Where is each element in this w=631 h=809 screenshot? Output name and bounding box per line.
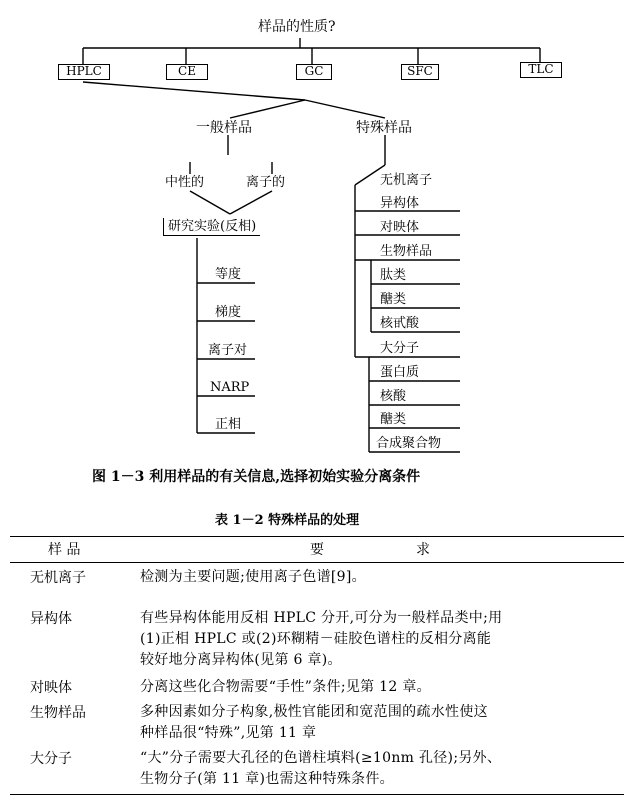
mode-normal-phase: 正相 xyxy=(215,417,242,432)
table-row-sample: 对映体 xyxy=(30,680,72,696)
method-sfc: SFC xyxy=(401,64,439,80)
bio-item-sugars: 醣类 xyxy=(380,292,407,307)
neutral-label: 中性的 xyxy=(165,175,205,190)
macro-item-sugars: 醣类 xyxy=(380,412,407,427)
mode-ion-pair: 离子对 xyxy=(208,343,248,358)
requirement-line: 多种因素如分子构象,极性官能团和宽范围的疏水性使这 xyxy=(140,704,488,720)
table-row-requirement xyxy=(140,748,610,790)
requirement-line: 种样品很“特殊”,见第 11 章 xyxy=(140,725,317,741)
general-sample-label: 一般样品 xyxy=(196,120,252,136)
ionic-label: 离子的 xyxy=(246,175,286,190)
requirement-line: 分离这些化合物需要“手性”条件;见第 12 章。 xyxy=(140,679,431,695)
figure-caption: 图 1－3 利用样品的有关信息,选择初始实验分离条件 xyxy=(92,469,421,485)
table-title: 表 1－2 特殊样品的处理 xyxy=(215,513,360,528)
special-sample-label: 特殊样品 xyxy=(356,120,412,136)
table-header-req-1: 要 xyxy=(310,542,324,558)
method-tlc: TLC xyxy=(520,62,562,78)
requirement-line: “大”分子需要大孔径的色谱柱填料(≥10nm 孔径);另外、 xyxy=(140,750,502,766)
table-top-rule xyxy=(10,536,624,537)
special-item-enantiomers: 对映体 xyxy=(380,220,420,235)
table-header-sample: 样 品 xyxy=(48,542,81,558)
table-bottom-rule xyxy=(10,794,624,795)
table-row-requirement xyxy=(140,608,610,671)
special-item-biological: 生物样品 xyxy=(380,244,433,259)
macro-item-nucleic-acids: 核酸 xyxy=(380,389,407,404)
table-row-sample: 无机离子 xyxy=(30,570,86,586)
macro-item-proteins: 蛋白质 xyxy=(380,365,420,380)
bio-item-nucleotides: 核甙酸 xyxy=(380,316,420,331)
requirement-line: 生物分子(第 11 章)也需这种特殊条件。 xyxy=(140,771,394,787)
special-item-inorganic-ions: 无机离子 xyxy=(380,173,433,188)
root-question: 样品的性质? xyxy=(258,19,336,35)
requirement-line: 检测为主要问题;使用离子色谱[9]。 xyxy=(140,569,366,585)
mode-narp: NARP xyxy=(210,380,250,395)
requirement-line: 有些异构体能用反相 HPLC 分开,可分为一般样品类中;用 xyxy=(140,610,503,626)
table-header-rule xyxy=(10,562,624,563)
bio-item-peptides: 肽类 xyxy=(380,268,407,283)
mode-isocratic: 等度 xyxy=(215,267,242,282)
research-experiment-label: 研究实验(反相) xyxy=(163,218,260,236)
special-item-macromolecules: 大分子 xyxy=(380,341,420,356)
requirement-line: (1)正相 HPLC 或(2)环糊精－硅胶色谱柱的反相分离能 xyxy=(140,631,492,647)
special-item-isomers: 异构体 xyxy=(380,196,420,211)
table-row-sample: 异构体 xyxy=(30,611,72,627)
table-row-sample: 生物样品 xyxy=(30,705,86,721)
table-header-req-2: 求 xyxy=(416,542,430,558)
mode-gradient: 梯度 xyxy=(215,305,242,320)
method-hplc: HPLC xyxy=(58,64,110,80)
macro-item-synthetic-polymers: 合成聚合物 xyxy=(376,436,442,451)
method-ce: CE xyxy=(166,64,208,80)
table-row-requirement xyxy=(140,677,610,698)
table-row-requirement xyxy=(140,567,610,588)
table-row-sample: 大分子 xyxy=(30,751,72,767)
requirement-line: 较好地分离异构体(见第 6 章)。 xyxy=(140,652,342,668)
method-gc: GC xyxy=(296,64,332,80)
table-row-requirement xyxy=(140,702,610,744)
